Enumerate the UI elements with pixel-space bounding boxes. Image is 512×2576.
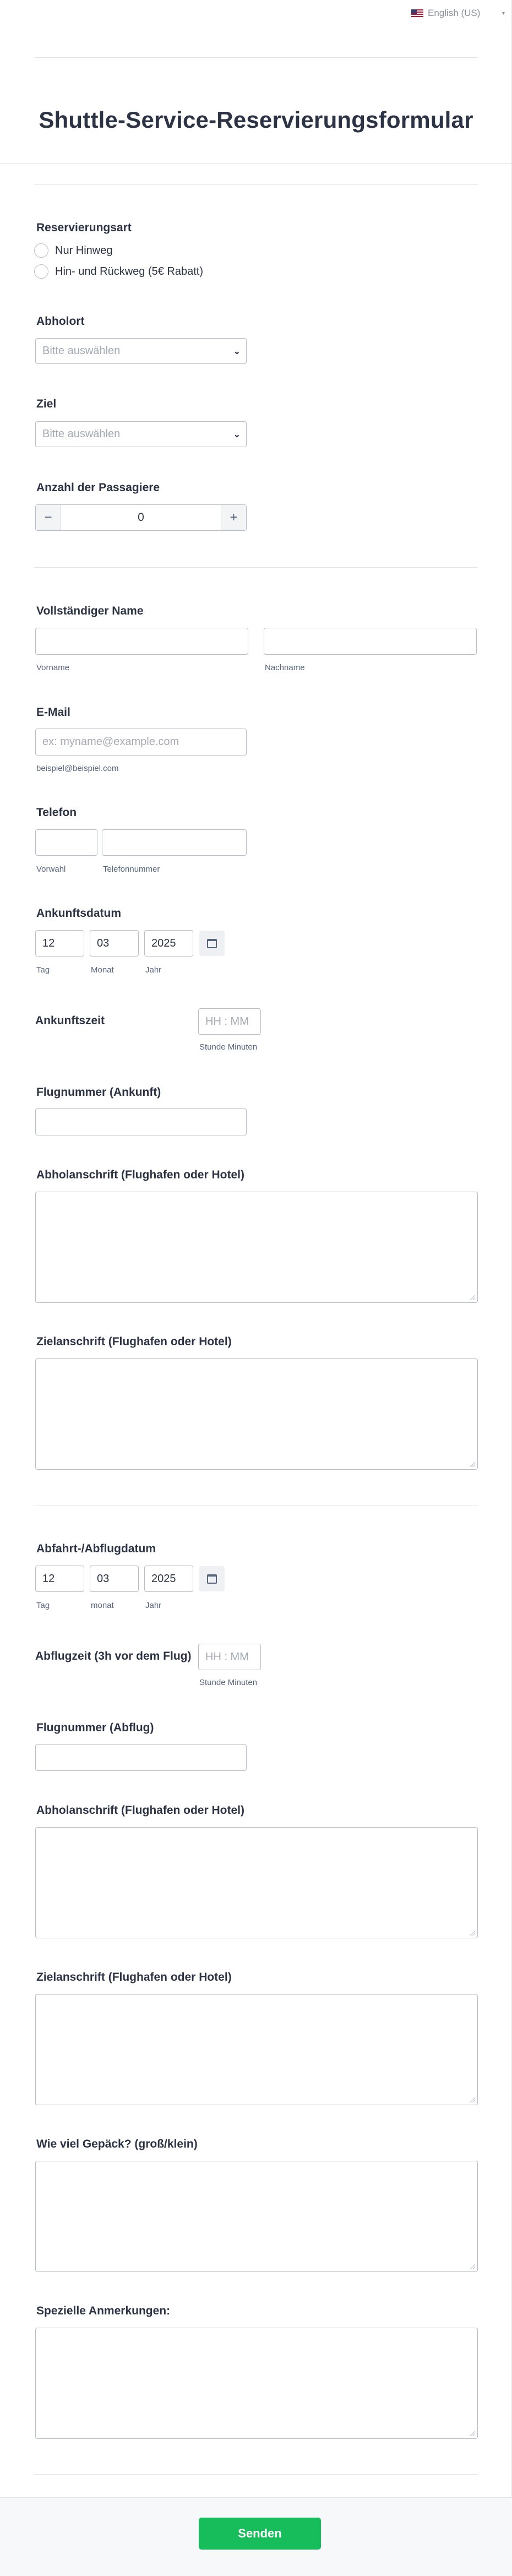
- email-placeholder: ex: myname@example.com: [42, 736, 179, 748]
- chevron-down-icon: ⌄: [233, 430, 241, 439]
- first-name-sublabel: Vorname: [36, 663, 70, 672]
- departure-time-sublabel: Stunde Minuten: [199, 1678, 258, 1687]
- departure-flight-input[interactable]: [35, 1744, 247, 1771]
- resize-grip-icon[interactable]: [470, 2431, 475, 2436]
- departure-month-sublabel: monat: [91, 1601, 114, 1610]
- pickup-address-textarea[interactable]: [35, 1192, 478, 1303]
- decrement-button[interactable]: −: [36, 505, 61, 530]
- radio-one-way-label: Nur Hinweg: [55, 244, 113, 257]
- phone-number-input[interactable]: [102, 829, 247, 856]
- arrival-date-label: Ankunftsdatum: [36, 907, 121, 920]
- email-field[interactable]: [35, 729, 247, 756]
- calendar-icon: [207, 1574, 217, 1584]
- divider: [0, 163, 512, 164]
- departure-year-input[interactable]: [144, 1566, 193, 1592]
- arrival-year-input[interactable]: [144, 930, 193, 957]
- email-sublabel: beispiel@beispiel.com: [36, 764, 119, 773]
- divider: [34, 567, 478, 568]
- arrival-month-value: 03: [97, 937, 110, 949]
- departure-time-label: Abflugzeit (3h vor dem Flug): [35, 1650, 192, 1662]
- area-code-sublabel: Vorwahl: [36, 865, 66, 874]
- calendar-button[interactable]: [199, 1566, 225, 1591]
- resize-grip-icon[interactable]: [470, 1462, 475, 1467]
- luggage-label: Wie viel Gepäck? (groß/klein): [36, 2138, 198, 2150]
- pickup-address-label: Abholanschrift (Flughafen oder Hotel): [36, 1169, 244, 1181]
- arrival-day-value: 12: [42, 937, 55, 949]
- form-title: Shuttle-Service-Reservierungsformular: [39, 107, 473, 133]
- arrival-time-input[interactable]: [198, 1008, 261, 1035]
- arrival-year-value: 2025: [151, 937, 176, 949]
- radio-circle[interactable]: [34, 243, 48, 258]
- remarks-textarea[interactable]: [35, 2328, 478, 2439]
- departure-day-sublabel: Tag: [36, 1601, 50, 1610]
- destination-address-textarea[interactable]: [35, 1358, 478, 1470]
- destination-select[interactable]: [35, 421, 247, 447]
- departure-year-value: 2025: [151, 1572, 176, 1585]
- language-label: English (US): [428, 8, 481, 18]
- arrival-year-sublabel: Jahr: [145, 965, 162, 975]
- pickup-location-select[interactable]: [35, 338, 247, 364]
- departure-month-input[interactable]: [90, 1566, 139, 1592]
- luggage-textarea[interactable]: [35, 2161, 478, 2272]
- destination-address-textarea[interactable]: [35, 1994, 478, 2105]
- arrival-month-input[interactable]: [90, 930, 139, 957]
- divider: [34, 184, 478, 185]
- resize-grip-icon[interactable]: [470, 2264, 475, 2269]
- resize-grip-icon[interactable]: [470, 1931, 475, 1936]
- arrival-day-sublabel: Tag: [36, 965, 50, 975]
- calendar-button[interactable]: [199, 931, 225, 956]
- area-code-input[interactable]: [35, 829, 97, 856]
- radio-one-way[interactable]: [34, 243, 112, 258]
- email-label: E-Mail: [36, 706, 70, 719]
- departure-day-value: 12: [42, 1572, 55, 1585]
- departure-date-label: Abfahrt-/Abflugdatum: [36, 1542, 156, 1555]
- arrival-flight-label: Flugnummer (Ankunft): [36, 1086, 161, 1099]
- phone-label: Telefon: [36, 806, 77, 819]
- us-flag-icon: [411, 9, 423, 18]
- chevron-down-icon: ▾: [502, 10, 505, 17]
- full-name-label: Vollständiger Name: [36, 605, 144, 617]
- departure-flight-label: Flugnummer (Abflug): [36, 1721, 154, 1734]
- radio-round-trip-label: Hin- und Rückweg (5€ Rabatt): [55, 265, 204, 278]
- departure-time-input[interactable]: [198, 1644, 261, 1670]
- arrival-month-sublabel: Monat: [91, 965, 114, 975]
- departure-time-placeholder: HH : MM: [205, 1650, 249, 1663]
- language-selector[interactable]: [411, 5, 505, 21]
- reservation-type-label: Reservierungsart: [36, 221, 132, 234]
- resize-grip-icon[interactable]: [470, 1295, 475, 1300]
- destination-address-label: Zielanschrift (Flughafen oder Hotel): [36, 1335, 232, 1348]
- pickup-address-label: Abholanschrift (Flughafen oder Hotel): [36, 1804, 244, 1817]
- last-name-input[interactable]: [264, 628, 477, 655]
- increment-button[interactable]: +: [221, 505, 246, 530]
- passengers-label: Anzahl der Passagiere: [36, 481, 160, 494]
- pickup-location-placeholder: Bitte auswählen: [42, 345, 121, 357]
- submit-button[interactable]: Senden: [199, 2518, 321, 2550]
- departure-year-sublabel: Jahr: [145, 1601, 162, 1610]
- destination-address-label: Zielanschrift (Flughafen oder Hotel): [36, 1971, 232, 1983]
- departure-day-input[interactable]: [35, 1566, 84, 1592]
- arrival-time-placeholder: HH : MM: [205, 1015, 249, 1028]
- departure-month-value: 03: [97, 1572, 110, 1585]
- remarks-label: Spezielle Anmerkungen:: [36, 2305, 171, 2317]
- divider: [34, 2474, 478, 2475]
- arrival-flight-input[interactable]: [35, 1108, 247, 1135]
- arrival-time-label: Ankunftszeit: [35, 1014, 105, 1027]
- passengers-value[interactable]: 0: [138, 511, 144, 524]
- divider: [34, 57, 478, 58]
- last-name-sublabel: Nachname: [265, 663, 305, 672]
- arrival-day-input[interactable]: [35, 930, 84, 957]
- phone-number-sublabel: Telefonnummer: [103, 865, 160, 874]
- destination-label: Ziel: [36, 398, 57, 410]
- radio-circle[interactable]: [34, 264, 48, 279]
- calendar-icon: [207, 939, 217, 948]
- pickup-address-textarea[interactable]: [35, 1827, 478, 1938]
- pickup-location-label: Abholort: [36, 315, 85, 328]
- chevron-down-icon: ⌄: [233, 346, 241, 356]
- arrival-time-sublabel: Stunde Minuten: [199, 1042, 258, 1052]
- destination-placeholder: Bitte auswählen: [42, 428, 121, 440]
- first-name-input[interactable]: [35, 628, 248, 655]
- passengers-stepper[interactable]: [35, 504, 247, 531]
- radio-round-trip[interactable]: [34, 264, 203, 279]
- resize-grip-icon[interactable]: [470, 2097, 475, 2102]
